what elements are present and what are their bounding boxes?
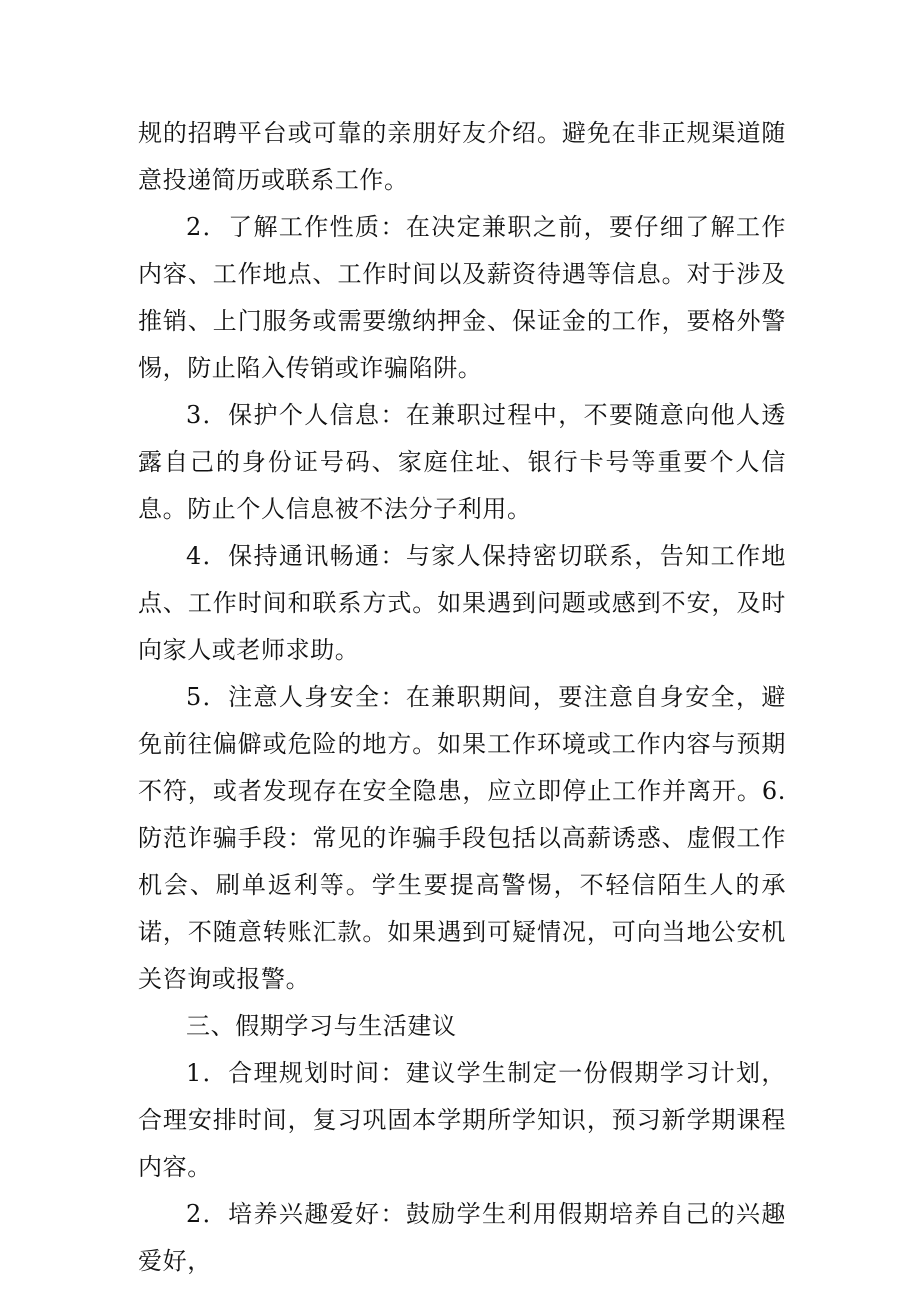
paragraph-item-2-job-nature: 2．了解工作性质：在决定兼职之前，要仔细了解工作内容、工作地点、工作时间以及薪资待遇等信息。对于涉及推销、上门服务或需要缴纳押金、保证金的工作，要格外警惕，防止陷入传销或诈骗陷阱。	[138, 213, 786, 382]
paragraph-study-item-1: 1．合理规划时间：建议学生制定一份假期学习计划，合理安排时间，复习巩固本学期所学知识，预习新学期课程内容。	[138, 1059, 786, 1181]
paragraph-continuation: 规的招聘平台或可靠的亲朋好友介绍。避免在非正规渠道随意投递简历或联系工作。	[138, 119, 786, 194]
paragraph-study-item-2: 2．培养兴趣爱好：鼓励学生利用假期培养自己的兴趣爱好，	[138, 1200, 786, 1275]
paragraph-item-5-personal-safety: 5．注意人身安全：在兼职期间，要注意自身安全，避免前往偏僻或危险的地方。如果工作环境或工作内容与预期不符，或者发现存在安全隐患，应立即停止工作并离开。6.防范诈骗手段：常见的诈骗手段包括以高薪诱惑、虚假工作机会、刷单返利等。学生要提高警惕，不轻信陌生人的承诺，不随意转账汇款。如果遇到可疑情况，可向当地公安机关咨询或报警。	[138, 683, 786, 993]
section-heading-study-life: 三、假期学习与生活建议	[186, 1012, 457, 1040]
paragraph-item-3-personal-info: 3．保护个人信息：在兼职过程中，不要随意向他人透露自己的身份证号码、家庭住址、银行卡号等重要个人信息。防止个人信息被不法分子利用。	[138, 401, 786, 523]
document-body	[138, 110, 786, 1285]
paragraph-item-4-communication: 4．保持通讯畅通：与家人保持密切联系，告知工作地点、工作时间和联系方式。如果遇到问题或感到不安，及时向家人或老师求助。	[138, 542, 786, 664]
